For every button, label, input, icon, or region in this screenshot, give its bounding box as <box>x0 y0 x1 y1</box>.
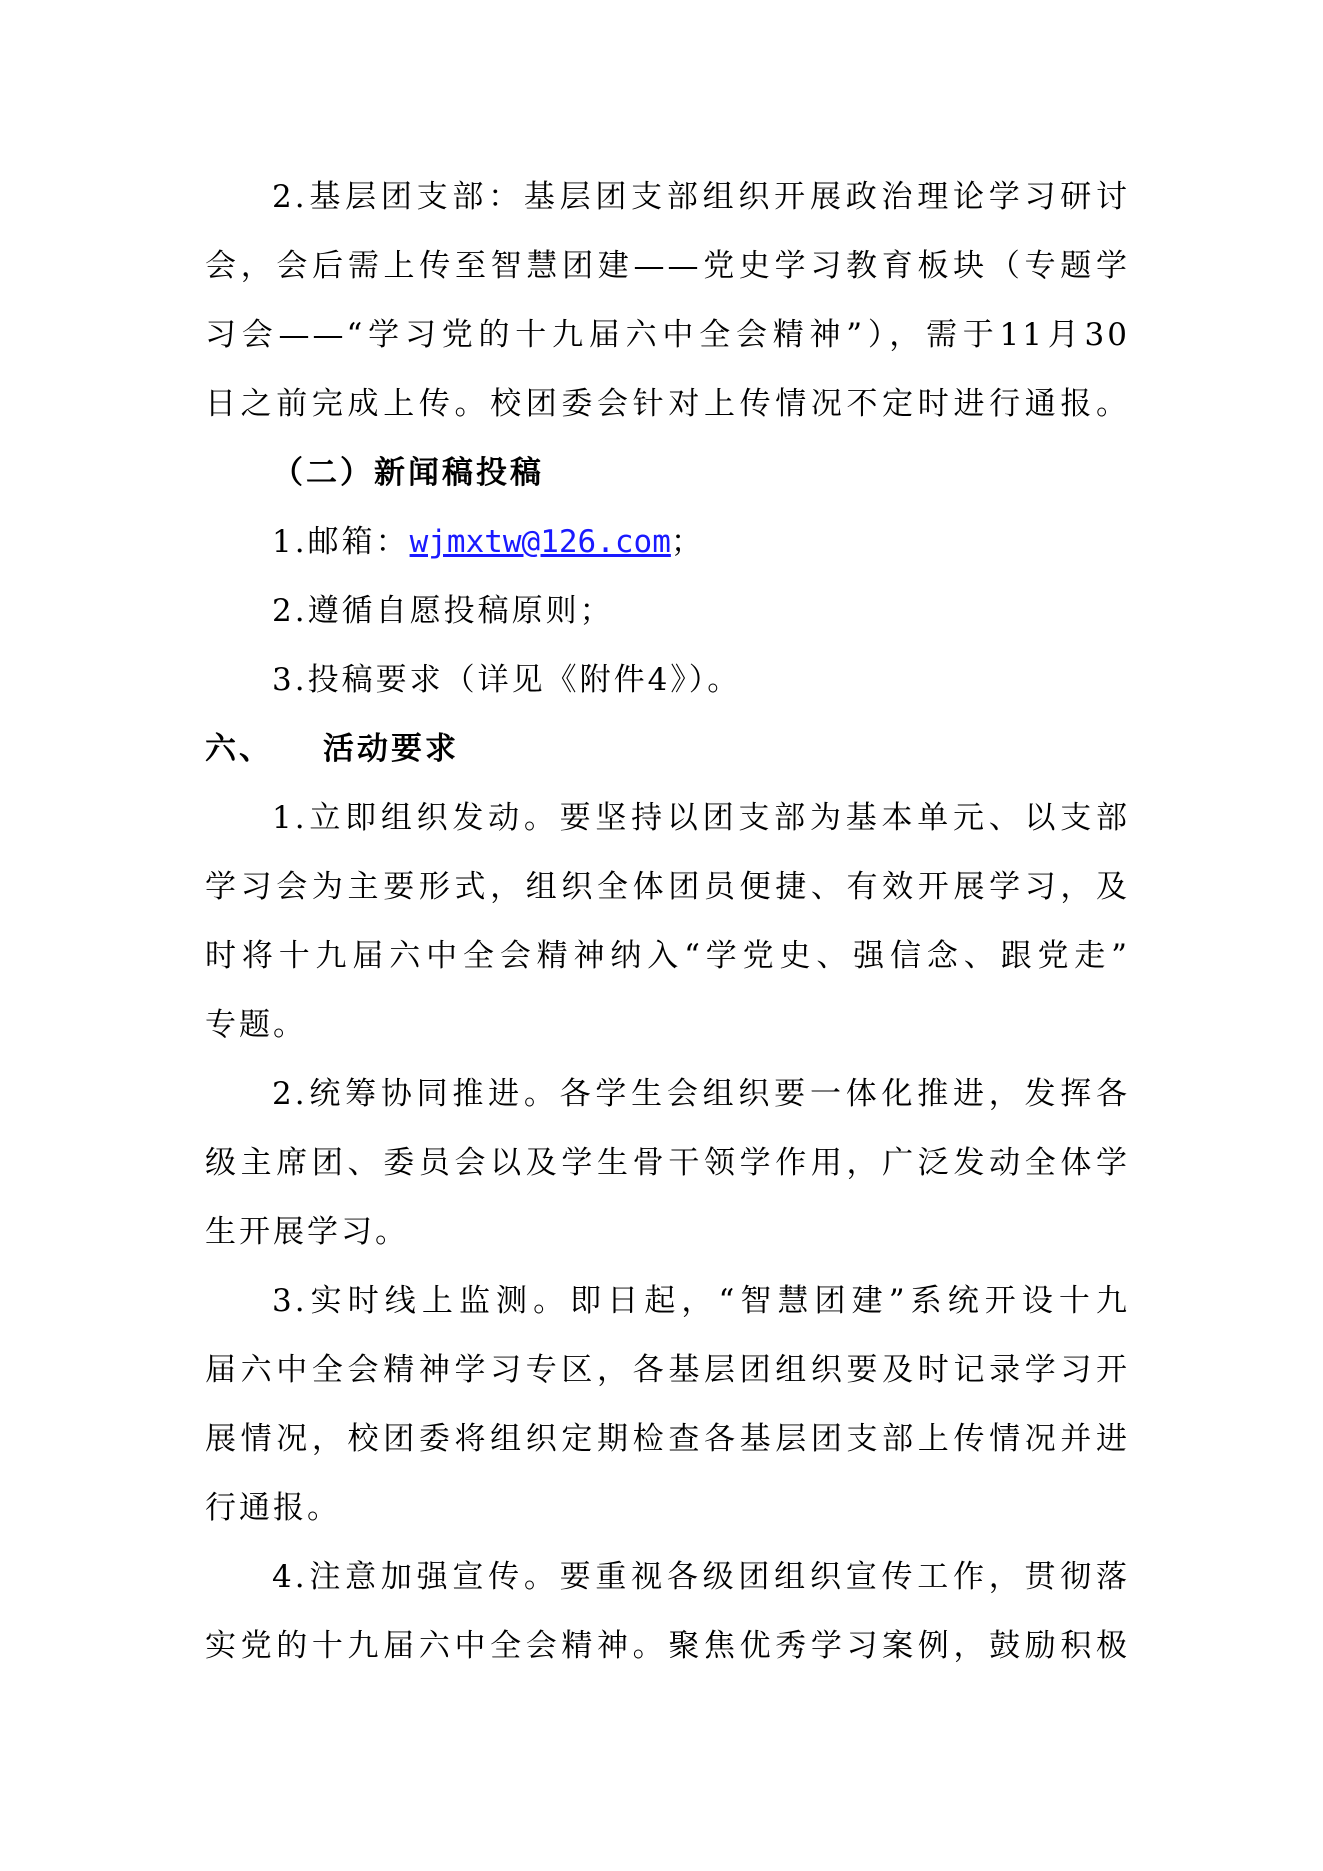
paragraph-line: 学习会为主要形式，组织全体团员便捷、有效开展学习，及 <box>205 869 1130 905</box>
paragraph-line: 届六中全会精神学习专区，各基层团组织要及时记录学习开 <box>205 1352 1130 1388</box>
paragraph-line: 级主席团、委员会以及学生骨干领学作用，广泛发动全体学 <box>205 1145 1130 1181</box>
news-item-email-suffix: ； <box>670 524 705 560</box>
paragraph-line: 展情况，校团委将组织定期检查各基层团支部上传情况并进 <box>205 1421 1130 1457</box>
news-item-principle: 2.遵循自愿投稿原则； <box>272 593 614 629</box>
paragraph-line: 2.基层团支部：基层团支部组织开展政治理论学习研讨 <box>272 179 1130 215</box>
paragraph-line: 2.统筹协同推进。各学生会组织要一体化推进，发挥各 <box>272 1076 1130 1112</box>
news-item-email-label: 1.邮箱： <box>272 524 410 560</box>
paragraph-line: 会，会后需上传至智慧团建——党史学习教育板块（专题学 <box>205 248 1130 284</box>
section-number: 六、 <box>205 731 273 767</box>
email-link[interactable]: wjmxtw@126.com <box>409 524 671 560</box>
paragraph-line: 专题。 <box>205 1007 307 1043</box>
subheading-news-submission: （二）新闻稿投稿 <box>272 455 544 491</box>
paragraph-line: 4.注意加强宣传。要重视各级团组织宣传工作，贯彻落 <box>272 1559 1130 1595</box>
paragraph-line: 时将十九届六中全会精神纳入“学党史、强信念、跟党走” <box>205 938 1130 974</box>
section-title: 活动要求 <box>323 731 459 767</box>
paragraph-line: 行通报。 <box>205 1490 341 1526</box>
paragraph-line: 日之前完成上传。校团委会针对上传情况不定时进行通报。 <box>205 386 1130 422</box>
paragraph-line: 3.实时线上监测。即日起，“智慧团建”系统开设十九 <box>272 1283 1130 1319</box>
paragraph-line: 生开展学习。 <box>205 1214 409 1250</box>
paragraph-line: 习会——“学习党的十九届六中全会精神”），需于11月30 <box>205 317 1130 353</box>
paragraph-line: 1.立即组织发动。要坚持以团支部为基本单元、以支部 <box>272 800 1130 836</box>
news-item-email <box>272 522 1197 562</box>
news-item-requirements: 3.投稿要求（详见《附件4》）。 <box>272 662 742 698</box>
section-heading-six <box>205 729 1130 769</box>
paragraph-line: 实党的十九届六中全会精神。聚焦优秀学习案例，鼓励积极 <box>205 1628 1130 1664</box>
